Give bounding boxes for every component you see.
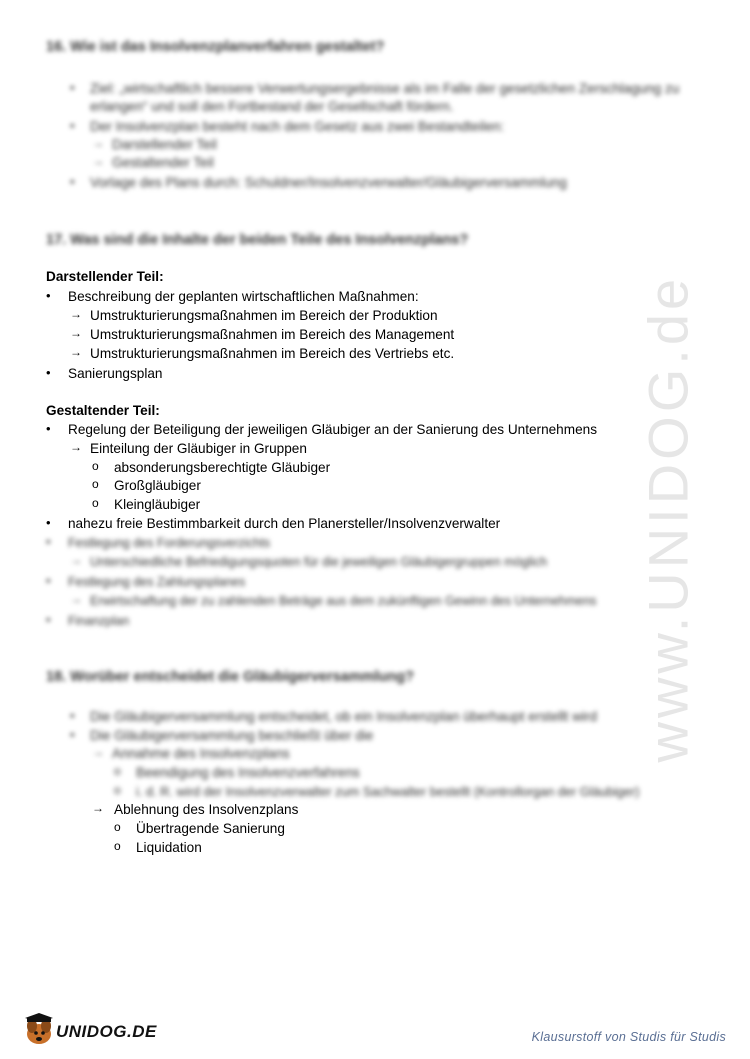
q16-line-3: Der Insolvenzplan besteht nach dem Gesetz aus zwei Bestandteilen: [90,119,505,134]
gestaltend-bullet-2: nahezu freie Bestimmbarkeit durch den Planersteller/Insolvenzverwalter [68,516,501,531]
bullet-icon: • [46,534,51,549]
gestaltend-circle-2: Großgläubiger [114,478,201,493]
bullet-icon: • [46,515,51,530]
circle-bullet-icon: o [114,764,121,778]
heading-q18: 18. Worüber entscheidet die Gläubigerversammlung? [46,669,414,685]
bullet-icon: • [70,708,75,723]
heading-q16: 16. Wie ist das Insolvenzplanverfahren gestaltet? [46,39,385,55]
bullet-icon: • [70,174,75,189]
q18-circle-4: Liquidation [136,840,202,855]
circle-bullet-icon: o [92,459,99,473]
arrow-icon: → [92,154,104,168]
arrow-icon: → [92,801,104,815]
gestaltend-circle-3: Kleingläubiger [114,497,201,512]
q18-arrow-1: Annahme des Insolvenzplans [112,746,290,761]
bullet-icon: • [70,118,75,133]
gestaltend-bullet-5: Finanzplan [68,614,130,628]
darstellend-bullet-2: Sanierungsplan [68,366,163,381]
watermark: www.UNIDOG.de [636,274,700,763]
q16-line-4: Darstellender Teil [112,137,217,152]
bullet-icon: • [70,80,75,95]
subheading-gestaltender-teil: Gestaltender Teil: [46,403,160,418]
circle-bullet-icon: o [92,477,99,491]
gestaltend-arrow-1: Einteilung der Gläubiger in Gruppen [90,441,307,456]
subheading-darstellender-teil: Darstellender Teil: [46,269,164,284]
arrow-icon: → [70,326,82,340]
circle-bullet-icon: o [114,783,121,797]
gestaltend-circle-1: absonderungsberechtigte Gläubiger [114,460,331,475]
q18-circle-2: i. d. R. wird der Insolvenzverwalter zum Sachwalter bestellt (Kontrollorgan der Gläubiger) [136,784,640,799]
gestaltend-arrow-2: Unterschiedliche Befriedigungsquoten für die jeweiligen Gläubigergruppen möglich [90,555,548,569]
bullet-icon: • [46,288,51,303]
gestaltend-bullet-1: Regelung der Beteiligung der jeweiligen Gläubiger an der Sanierung des Unternehmens [68,422,597,437]
q18-circle-3: Übertragende Sanierung [136,821,285,836]
q18-bullet-2: Die Gläubigerversammlung beschließt über die [90,728,374,743]
arrow-icon: → [70,440,82,454]
bullet-icon: • [46,421,51,436]
logo-text: UNIDOG.DE [56,1022,157,1041]
arrow-icon: → [70,345,82,359]
bullet-icon: • [70,727,75,742]
bullet-icon: • [46,365,51,380]
darstellend-arrow-1: Umstrukturierungsmaßnahmen im Bereich der Produktion [90,308,438,323]
darstellend-arrow-2: Umstrukturierungsmaßnahmen im Bereich des Management [90,327,455,342]
q16-line-1: Ziel: „wirtschaftlich bessere Verwertungsergebnisse als im Falle der gesetzlichen Zerschlagung zu [90,81,680,96]
q18-circle-1: Beendigung des Insolvenzverfahrens [136,765,360,780]
q16-line-5: Gestaltender Teil [112,155,214,170]
arrow-icon: → [92,136,104,150]
circle-bullet-icon: o [114,820,121,834]
arrow-icon: → [70,592,82,606]
arrow-icon: → [70,307,82,321]
circle-bullet-icon: o [92,496,99,510]
darstellend-bullet-1: Beschreibung der geplanten wirtschaftlichen Maßnahmen: [68,289,419,304]
gestaltend-bullet-4: Festlegung des Zahlungsplanes [68,575,246,589]
footer-tagline: Klausurstoff von Studis für Studis [531,1030,726,1044]
q16-line-2: erlangen“ und soll den Fortbestand der Gesellschaft fördern. [90,99,454,114]
bullet-icon: • [46,573,51,588]
arrow-icon: → [70,553,82,567]
heading-q17: 17. Was sind die Inhalte der beiden Teile des Insolvenzplans? [46,232,469,248]
gestaltend-arrow-3: Erwirtschaftung der zu zahlenden Beträge aus dem zukünftigen Gewinn des Unternehmens [90,594,597,608]
arrow-icon: → [92,745,104,759]
q18-arrow-2: Ablehnung des Insolvenzplans [114,802,299,817]
bullet-icon: • [46,612,51,627]
circle-bullet-icon: o [114,839,121,853]
darstellend-arrow-3: Umstrukturierungsmaßnahmen im Bereich des Vertriebs etc. [90,346,455,361]
q18-bullet-1: Die Gläubigerversammlung entscheidet, ob ein Insolvenzplan überhaupt erstellt wird [90,709,598,724]
gestaltend-bullet-3: Festlegung des Forderungsverzichts [68,536,271,550]
q16-line-6: Vorlage des Plans durch: Schuldner/Insolvenzverwalter/Gläubigerversammlung [90,175,567,190]
